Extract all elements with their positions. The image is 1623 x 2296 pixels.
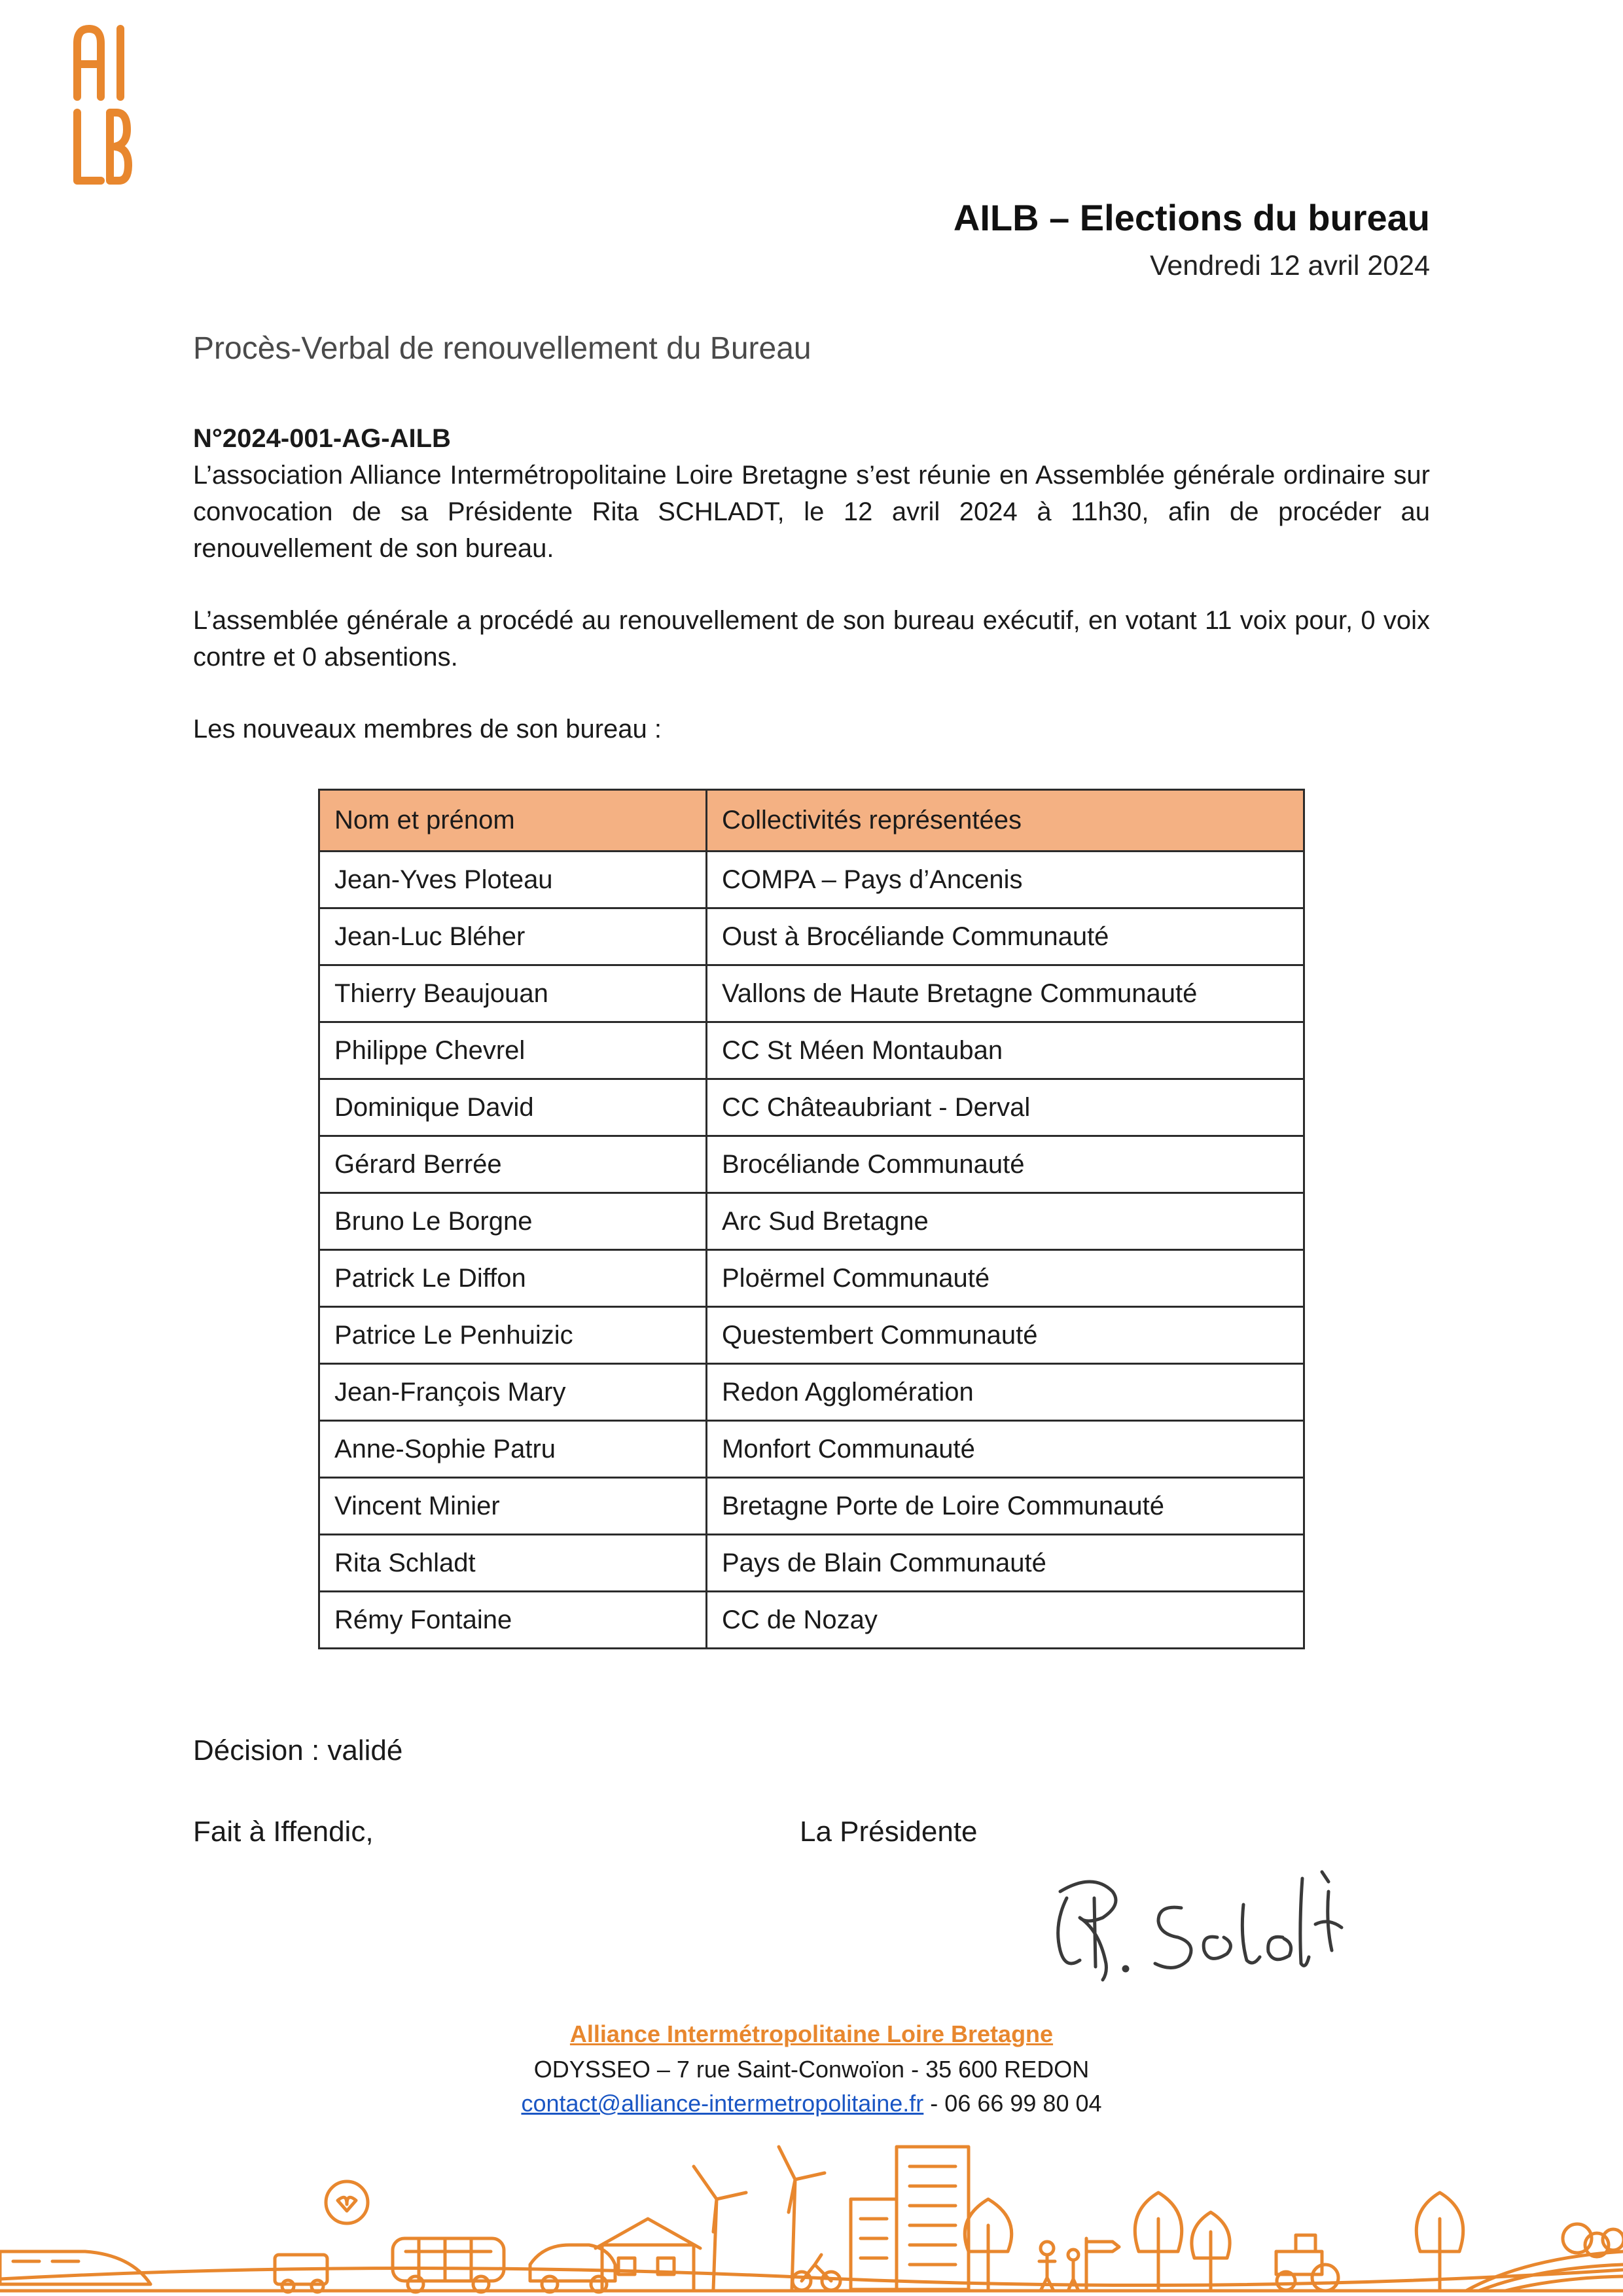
tree-icon xyxy=(1192,2212,1230,2289)
wind-turbine-icon xyxy=(694,2166,746,2289)
member-collectivity: CC St Méen Montauban xyxy=(707,1022,1304,1079)
place-text: Fait à Iffendic, xyxy=(193,1816,374,1848)
table-row xyxy=(319,1193,1304,1250)
member-name: Bruno Le Borgne xyxy=(319,1193,707,1250)
member-name: Patrick Le Diffon xyxy=(319,1250,707,1307)
table-row xyxy=(319,1421,1304,1478)
member-collectivity: Ploërmel Communauté xyxy=(707,1250,1304,1307)
member-collectivity: Questembert Communauté xyxy=(707,1307,1304,1364)
table-row xyxy=(319,1478,1304,1535)
ailb-logo-mark xyxy=(72,24,132,186)
member-name: Philippe Chevrel xyxy=(319,1022,707,1079)
footer-separator: - xyxy=(923,2090,945,2117)
member-name: Vincent Minier xyxy=(319,1478,707,1535)
member-name: Gérard Berrée xyxy=(319,1136,707,1193)
signature-mark xyxy=(1041,1852,1348,1990)
table-row xyxy=(319,1535,1304,1592)
member-collectivity: Brocéliande Communauté xyxy=(707,1136,1304,1193)
header-collectivity: Collectivités représentées xyxy=(707,790,1304,852)
member-collectivity: Monfort Communauté xyxy=(707,1421,1304,1478)
table-row xyxy=(319,1136,1304,1193)
house-icon xyxy=(596,2219,700,2289)
handwritten-signature xyxy=(1041,1852,1348,1990)
member-collectivity: Oust à Brocéliande Communauté xyxy=(707,908,1304,965)
table-row xyxy=(319,908,1304,965)
document-date: Vendredi 12 avril 2024 xyxy=(1150,250,1430,281)
vote-paragraph: L’assemblée générale a procédé au renouvellement de son bureau exécutif, en votant 11 voix pour, 0 voix contre et 0 absentions. xyxy=(193,606,1430,672)
pv-title: Procès-Verbal de renouvellement du Bureau xyxy=(193,331,812,366)
member-collectivity: COMPA – Pays d’Ancenis xyxy=(707,852,1304,908)
footer-org-name[interactable]: Alliance Intermétropolitaine Loire Bretagne xyxy=(569,2020,1054,2047)
truck-icon xyxy=(275,2255,327,2292)
members-intro: Les nouveaux membres de son bureau : xyxy=(193,715,662,744)
signpost-icon xyxy=(1086,2238,1119,2291)
table-row xyxy=(319,1364,1304,1421)
member-name: Patrice Le Penhuizic xyxy=(319,1307,707,1364)
intro-paragraph: L’association Alliance Intermétropolitaine Loire Bretagne s’est réunie en Assemblée générale ordinaire sur convocation de sa Présidente Rita SCHLADT, le 12 avril 2024 à 11h30, afin de procéder au renouvellement de son bureau. xyxy=(193,461,1430,563)
member-name: Anne-Sophie Patru xyxy=(319,1421,707,1478)
table-row xyxy=(319,1079,1304,1136)
reference-number: N°2024-001-AG-AILB xyxy=(193,424,451,453)
tree-icon xyxy=(1135,2193,1181,2289)
table-header-row xyxy=(319,790,1304,852)
member-name: Jean-François Mary xyxy=(319,1364,707,1421)
ailb-logo xyxy=(72,24,132,186)
table-row xyxy=(319,852,1304,908)
member-collectivity: Redon Agglomération xyxy=(707,1364,1304,1421)
bureau-members-table xyxy=(318,789,1305,1649)
member-name: Rémy Fontaine xyxy=(319,1592,707,1649)
member-collectivity: Bretagne Porte de Loire Communauté xyxy=(707,1478,1304,1535)
footer-email-link[interactable]: contact@alliance-intermetropolitaine.fr xyxy=(521,2090,924,2117)
building-icon xyxy=(897,2147,969,2289)
heart-badge-icon xyxy=(326,2181,368,2223)
landscape-line-art xyxy=(0,2127,1623,2296)
member-name: Jean-Luc Bléher xyxy=(319,908,707,965)
footer-contact xyxy=(0,2087,1623,2121)
member-collectivity: Pays de Blain Communauté xyxy=(707,1535,1304,1592)
building-icon xyxy=(851,2199,897,2289)
bus-icon xyxy=(393,2238,504,2292)
member-collectivity: CC Châteaubriant - Derval xyxy=(707,1079,1304,1136)
header-name: Nom et prénom xyxy=(319,790,707,852)
table-row xyxy=(319,1592,1304,1649)
tree-icon xyxy=(965,2199,1011,2289)
member-name: Rita Schladt xyxy=(319,1535,707,1592)
table-row xyxy=(319,1307,1304,1364)
member-collectivity: Arc Sud Bretagne xyxy=(707,1193,1304,1250)
member-collectivity: CC de Nozay xyxy=(707,1592,1304,1649)
table-row xyxy=(319,965,1304,1022)
member-name: Thierry Beaujouan xyxy=(319,965,707,1022)
table-row xyxy=(319,1022,1304,1079)
signatory-title: La Présidente xyxy=(800,1816,978,1848)
bicycle-icon xyxy=(793,2255,840,2290)
member-name: Jean-Yves Ploteau xyxy=(319,852,707,908)
decision-text: Décision : validé xyxy=(193,1734,403,1767)
document-title: AILB – Elections du bureau xyxy=(953,197,1430,238)
footer-phone: 06 66 99 80 04 xyxy=(944,2090,1102,2117)
table-row xyxy=(319,1250,1304,1307)
tree-icon xyxy=(1416,2193,1463,2289)
footer-illustration xyxy=(0,2127,1623,2296)
footer-address: ODYSSEO – 7 rue Saint-Conwoïon - 35 600 REDON xyxy=(533,2056,1090,2083)
member-name: Dominique David xyxy=(319,1079,707,1136)
member-collectivity: Vallons de Haute Bretagne Communauté xyxy=(707,965,1304,1022)
